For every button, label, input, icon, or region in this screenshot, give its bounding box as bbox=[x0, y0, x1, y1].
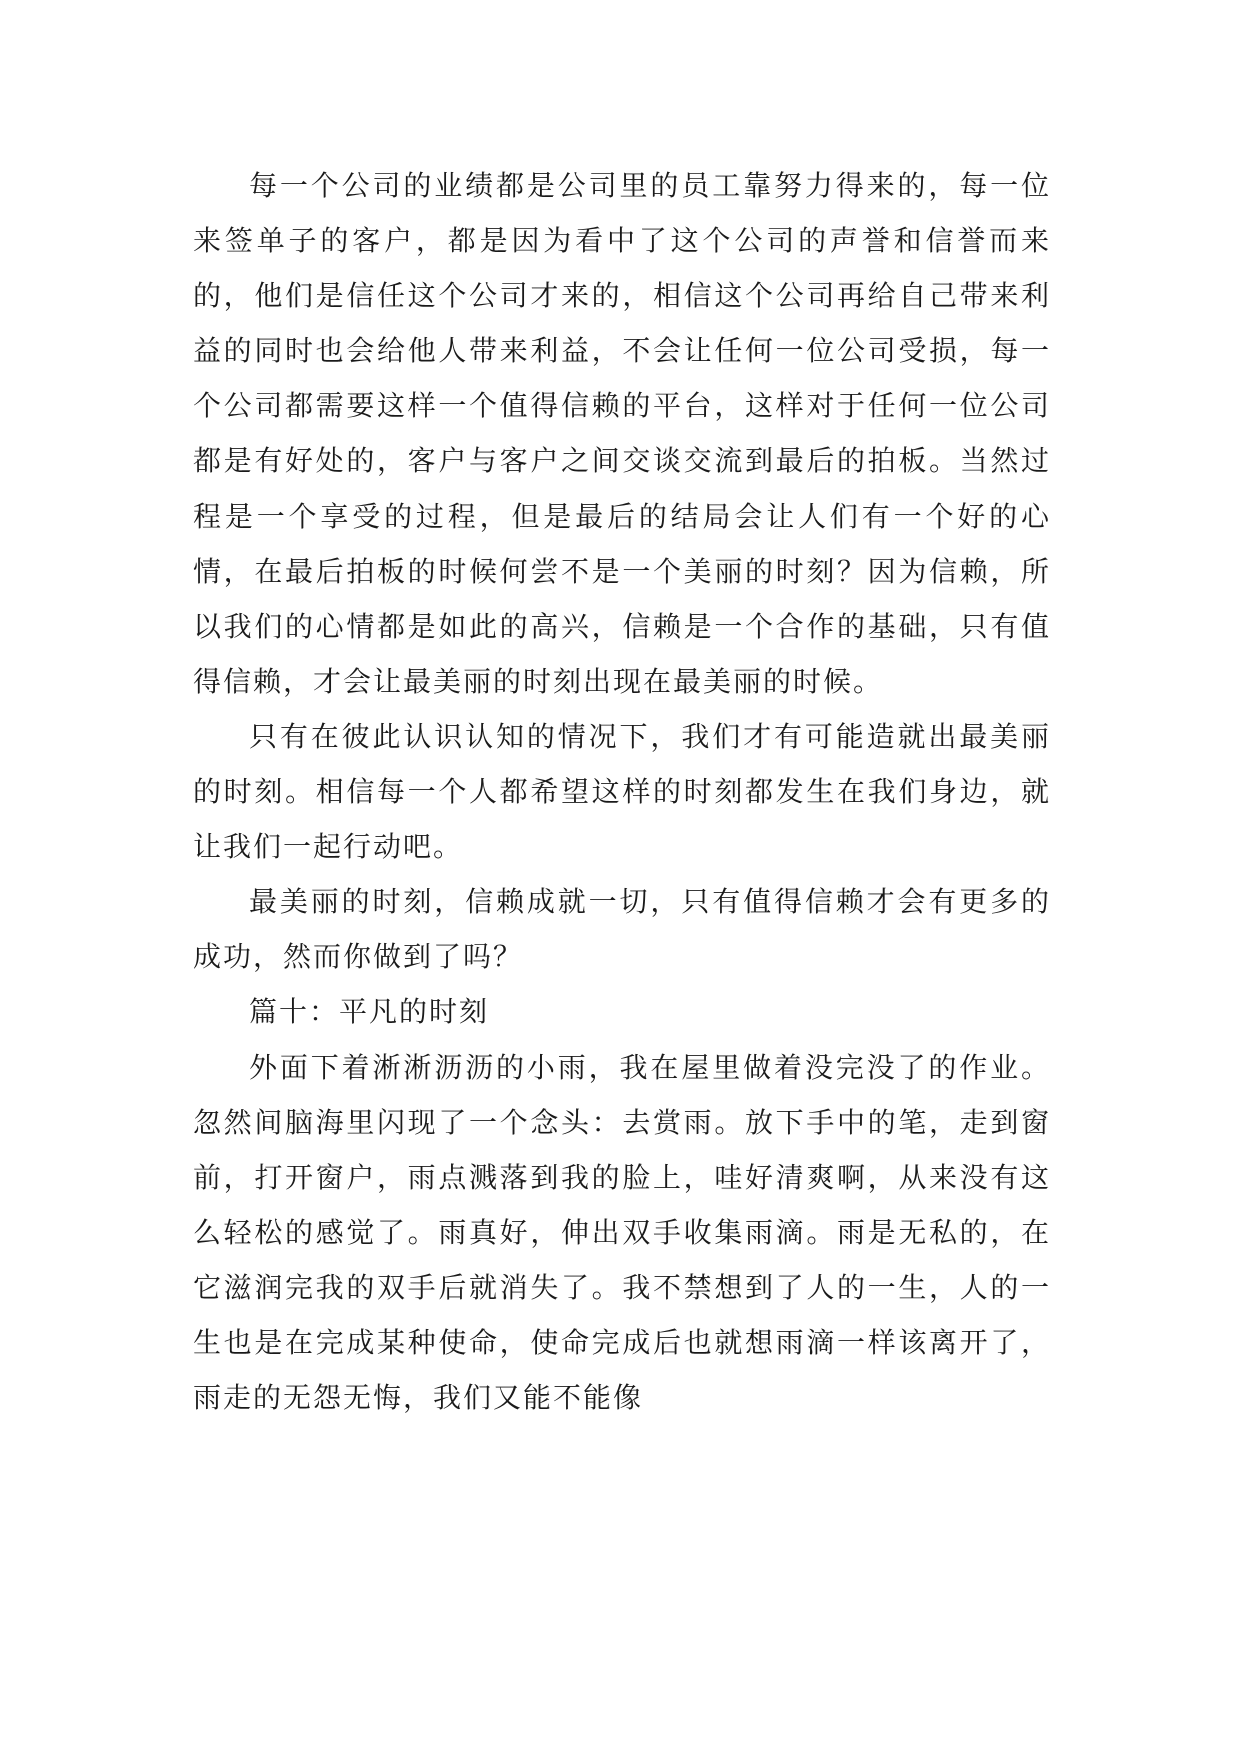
paragraph-success-question: 最美丽的时刻，信赖成就一切，只有值得信赖才会有更多的成功，然而你做到了吗？ bbox=[193, 885, 1051, 974]
section-heading: 篇十：平凡的时刻 bbox=[249, 995, 490, 1029]
document-body bbox=[193, 158, 1051, 1425]
paragraph-rain: 外面下着淅淅沥沥的小雨，我在屋里做着没完没了的作业。忽然间脑海里闪现了一个念头：去赏雨。放下手中的笔，走到窗前，打开窗户，雨点溅落到我的脸上，哇好清爽啊，从来没有这么轻松的感觉了。雨真好，伸出双手收集雨滴。雨是无私的，在它滋润完我的双手后就消失了。我不禁想到了人的一生，人的一生也是在完成某种使命，使命完成后也就想雨滴一样该离开了，雨走的无怨无悔，我们又能不能像 bbox=[193, 1050, 1051, 1415]
paragraph-mutual-understanding: 只有在彼此认识认知的情况下，我们才有可能造就出最美丽的时刻。相信每一个人都希望这样的时刻都发生在我们身边，就让我们一起行动吧。 bbox=[193, 719, 1051, 864]
paragraph-company-trust: 每一个公司的业绩都是公司里的员工靠努力得来的，每一位来签单子的客户，都是因为看中了这个公司的声誉和信誉而来的，他们是信任这个公司才来的，相信这个公司再给自己带来利益的同时也会给他人带来利益，不会让任何一位公司受损，每一个公司都需要这样一个值得信赖的平台，这样对于任何一位公司都是有好处的，客户与客户之间交谈交流到最后的拍板。当然过程是一个享受的过程，但是最后的结局会让人们有一个好的心情，在最后拍板的时候何尝不是一个美丽的时刻？因为信赖，所以我们的心情都是如此的高兴，信赖是一个合作的基础，只有值得信赖，才会让最美丽的时刻出现在最美丽的时候。 bbox=[193, 169, 1051, 698]
